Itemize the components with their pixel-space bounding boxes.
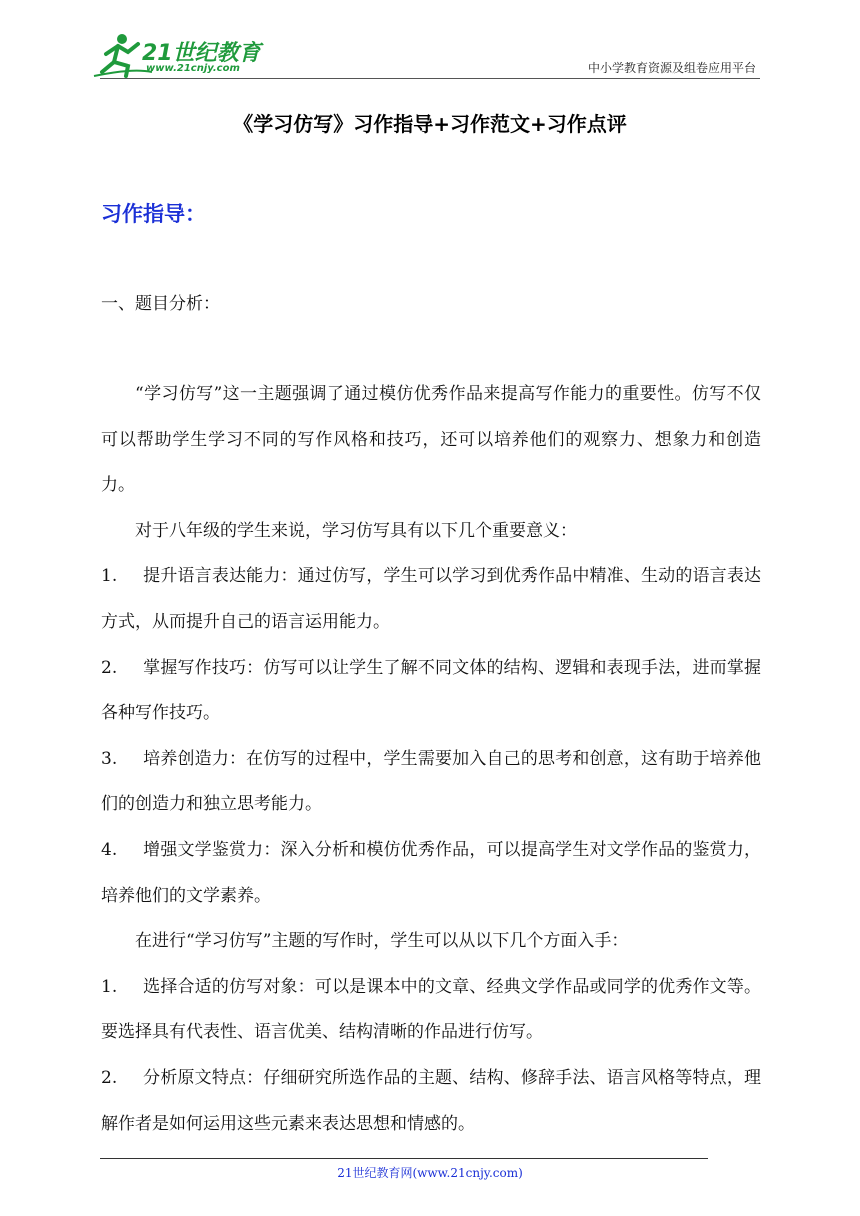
paragraph-intro: “学习仿写”这一主题强调了通过模仿优秀作品来提高写作能力的重要性。仿写不仅可以帮助学生学习不同的写作风格和技巧，还可以培养他们的观察力、想象力和创造力。 — [101, 384, 761, 496]
header-divider — [100, 78, 760, 79]
footer-divider — [100, 1158, 708, 1159]
list-item — [101, 646, 761, 737]
list-number: 1. — [101, 976, 118, 997]
list-item — [101, 554, 761, 645]
list-text: 选择合适的仿写对象：可以是课本中的文章、经典文学作品或同学的优秀作文等。要选择具有代表性、语言优美、结构清晰的作品进行仿写。 — [101, 976, 761, 1043]
list-text: 培养创造力：在仿写的过程中，学生需要加入自己的思考和创意，这有助于培养他们的创造力和独立思考能力。 — [101, 748, 761, 815]
list-item — [101, 1056, 761, 1147]
body-text — [101, 372, 761, 1147]
list-item — [101, 828, 761, 919]
sub-heading: 一、题目分析： — [101, 294, 220, 314]
list-text: 分析原文特点：仔细研究所选作品的主题、结构、修辞手法、语言风格等特点，理解作者是如何运用这些元素来表达思想和情感的。 — [101, 1067, 761, 1134]
list-number: 2. — [101, 657, 118, 678]
list-item — [101, 737, 761, 828]
list-number: 1. — [101, 566, 118, 587]
paragraph-significance: 对于八年级的学生来说，学习仿写具有以下几个重要意义： — [135, 520, 577, 541]
list-text: 增强文学鉴赏力：深入分析和模仿优秀作品，可以提高学生对文学作品的鉴赏力，培养他们的文学素养。 — [101, 839, 761, 906]
paragraph-approach: 在进行“学习仿写”主题的写作时，学生可以从以下几个方面入手： — [135, 931, 629, 952]
footer-text: 21世纪教育网(www.21cnjy.com) — [337, 1166, 523, 1180]
logo-url: www.21cnjy.com — [146, 63, 240, 74]
header-platform-text: 中小学教育资源及组卷应用平台 — [587, 61, 756, 75]
document-title: 《学习仿写》习作指导+习作范文+习作点评 — [233, 112, 627, 136]
list-number: 3. — [101, 748, 118, 769]
logo-text: 21世纪教育 — [142, 41, 261, 66]
list-number: 2. — [101, 1067, 118, 1088]
list-text: 提升语言表达能力：通过仿写，学生可以学习到优秀作品中精准、生动的语言表达方式，从而提升自己的语言运用能力。 — [101, 566, 761, 632]
list-item — [101, 965, 761, 1056]
section-heading: 习作指导： — [101, 202, 206, 226]
list-text: 掌握写作技巧：仿写可以让学生了解不同文体的结构、逻辑和表现手法，进而掌握各种写作技巧。 — [101, 657, 761, 724]
list-number: 4. — [101, 839, 118, 860]
